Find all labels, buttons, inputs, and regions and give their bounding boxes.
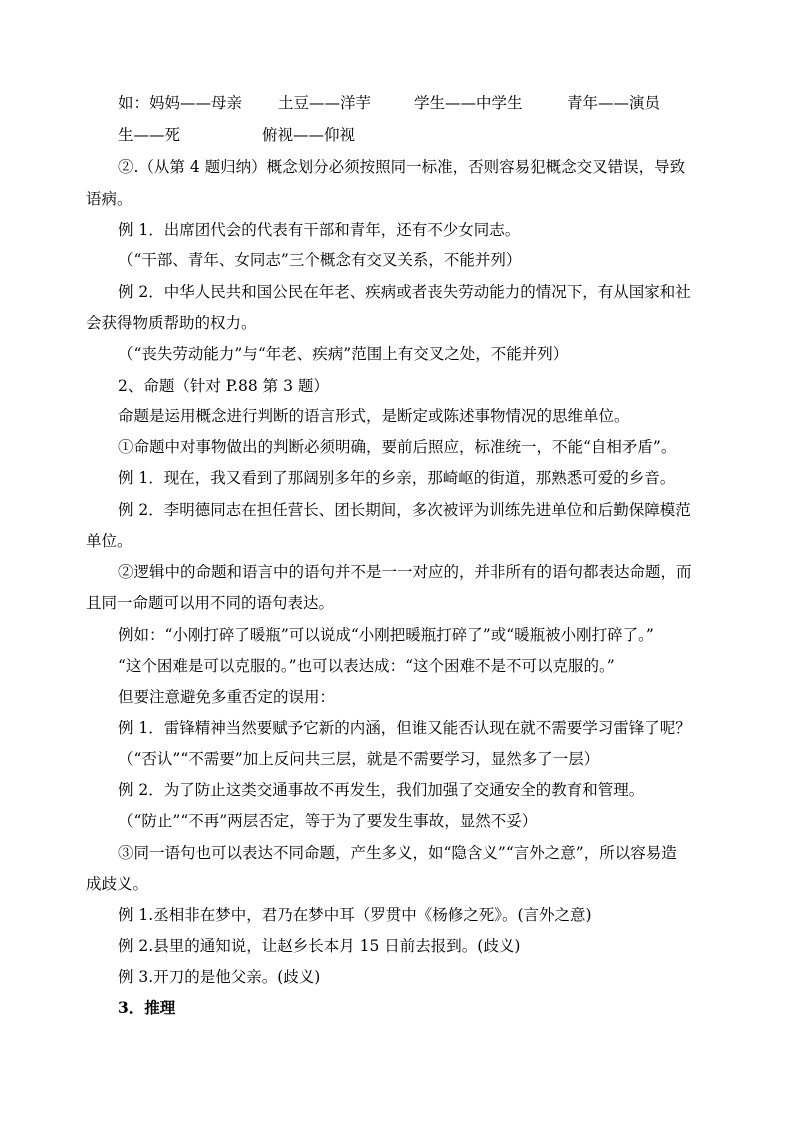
paragraph-line: 例 1.丞相非在梦中，君乃在梦中耳（罗贯中《杨修之死》。(言外之意) [118, 906, 592, 924]
paragraph-line: 例 1．出席团代会的代表有干部和青年，还有不少女同志。 [118, 221, 521, 239]
paragraph-line: ③同一语句也可以表达不同命题，产生多义，如“隐含义”“言外之意”，所以容易造 [118, 844, 677, 862]
paragraph-line: 例 2．为了防止这类交通事故不再发生，我们加强了交通安全的教育和管理。 [118, 781, 645, 799]
paragraph-line: 命题是运用概念进行判断的语言形式，是断定或陈述事物情况的思维单位。 [118, 407, 630, 425]
paragraph-line: 例如：“小刚打碎了暖瓶”可以说成“小刚把暖瓶打碎了”或“暖瓶被小刚打碎了。” [118, 626, 654, 644]
example-pair: 生——死 [118, 126, 181, 144]
paragraph-line: （“防止”“不再”两层否定，等于为了要发生事故，显然不妥） [118, 812, 538, 830]
paragraph-line: 成歧义。 [86, 875, 149, 893]
paragraph-line: 会获得物质帮助的权力。 [86, 314, 257, 332]
example-pair: 学生——中学生 [414, 94, 523, 112]
paragraph-line: 语病。 [86, 190, 133, 208]
example-pair: 青年——演员 [567, 94, 661, 112]
paragraph-line: 例 1．现在，我又看到了那阔别多年的乡亲，那崎岖的街道，那熟悉可爱的乡音。 [118, 469, 676, 487]
example-pair: 俯视——仰视 [262, 126, 356, 144]
paragraph-line: （“否认”“不需要”加上反问共三层，就是不需要学习，显然多了一层） [118, 750, 600, 768]
example-pair: 土豆——洋芋 [278, 94, 372, 112]
paragraph-line: （“干部、青年、女同志”三个概念有交叉关系，不能并列） [118, 251, 522, 269]
paragraph-line: 例 2．李明德同志在担任营长、团长期间，多次被评为训练先进单位和后勤保障模范 [118, 501, 691, 519]
section-heading-3: 3．推理 [118, 998, 176, 1017]
paragraph-line: ②逻辑中的命题和语言中的语句并不是一一对应的，并非所有的语句都表达命题，而 [118, 563, 692, 581]
paragraph-line: 例 2．中华人民共和国公民在年老、疾病或者丧失劳动能力的情况下，有从国家和社 [118, 283, 691, 301]
section-heading-2: 2、命题（针对 P.88 第 3 题） [118, 377, 329, 395]
paragraph-line: （“丧失劳动能力”与“年老、疾病”范围上有交叉之处，不能并列） [118, 345, 569, 363]
paragraph-line: ①命题中对事物做出的判断必须明确，要前后照应，标准统一，不能“自相矛盾”。 [118, 438, 677, 456]
paragraph-line: ②.（从第 4 题归纳）概念划分必须按照同一标准，否则容易犯概念交叉错误，导致 [118, 158, 686, 176]
paragraph-line: 但要注意避免多重否定的误用： [118, 688, 336, 706]
paragraph-line: 例 3.开刀的是他父亲。(歧义) [118, 968, 321, 986]
paragraph-line: 且同一命题可以用不同的语句表达。 [86, 594, 335, 612]
paragraph-line: “这个困难是可以克服的。”也可以表达成：“这个困难不是不可以克服的。” [118, 657, 615, 675]
paragraph-line: 例 1．雷锋精神当然要赋予它新的内涵，但谁又能否认现在就不需要学习雷锋了呢？ [118, 719, 691, 737]
example-pair: 如：妈妈——母亲 [118, 94, 243, 112]
paragraph-line: 单位。 [86, 532, 133, 550]
paragraph-line: 例 2.县里的通知说，让赵乡长本月 15 日前去报到。(歧义) [118, 937, 521, 955]
